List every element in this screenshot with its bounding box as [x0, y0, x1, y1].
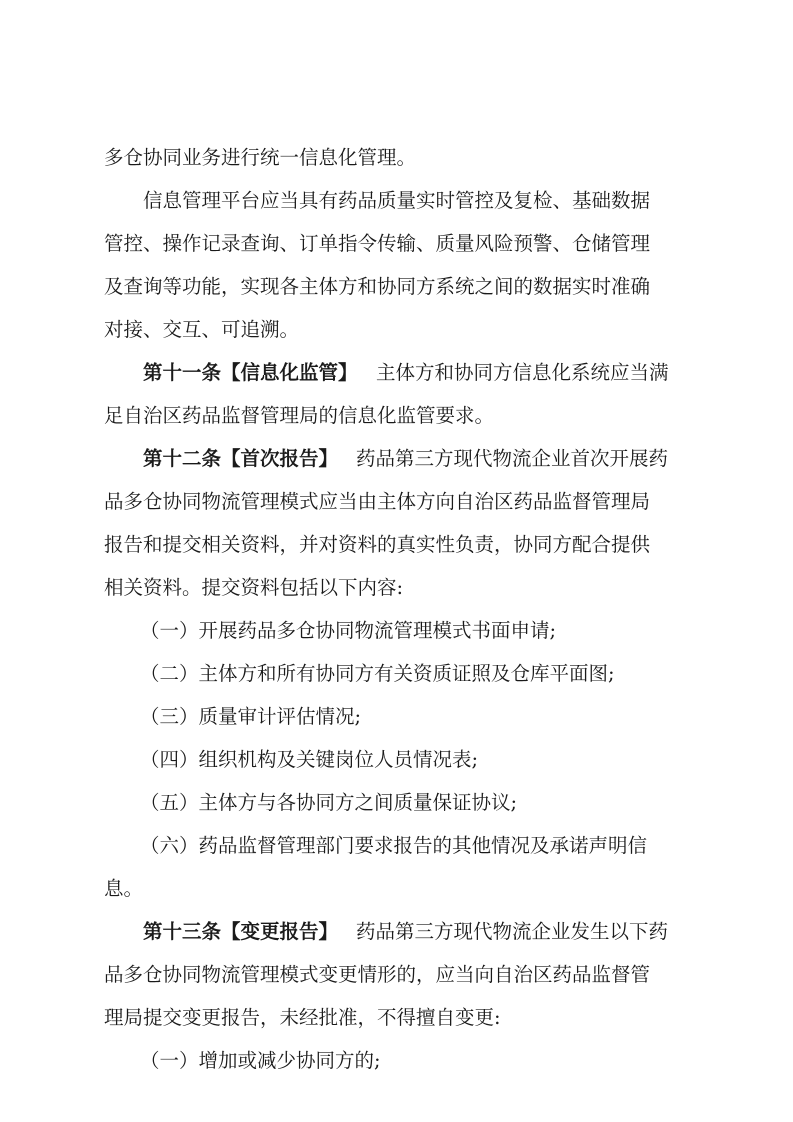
body-line [0, 224, 793, 264]
list-item [0, 611, 793, 651]
body-line [0, 998, 793, 1038]
body-text: （五）主体方与各协同方之间质量保证协议; [140, 791, 518, 814]
list-item [0, 783, 793, 823]
body-text: 相关资料。提交资料包括以下内容: [104, 576, 404, 599]
body-line [0, 955, 793, 995]
body-text: 药品第三方现代物流企业发生以下药 [356, 920, 669, 943]
body-line [0, 912, 793, 952]
body-text: 理局提交变更报告，未经批准，不得擅自变更: [104, 1006, 501, 1029]
article-heading: 第十三条【变更报告】 [143, 920, 339, 943]
body-text: 报告和提交相关资料，并对资料的真实性负责，协同方配合提供 [104, 533, 651, 556]
list-item [0, 1041, 793, 1081]
body-line [0, 568, 793, 608]
body-text: （六）药品监督管理部门要求报告的其他情况及承诺声明信 [140, 834, 648, 857]
body-text: 药品第三方现代物流企业首次开展药 [356, 447, 669, 470]
body-line [0, 869, 793, 909]
body-text: （一）增加或减少协同方的; [140, 1049, 381, 1072]
body-text: （四）组织机构及关键岗位人员情况表; [140, 748, 479, 771]
body-line [0, 353, 793, 393]
body-line [0, 138, 793, 178]
body-text: （一）开展药品多仓协同物流管理模式书面申请; [140, 619, 557, 642]
body-line [0, 482, 793, 522]
body-line [0, 181, 793, 221]
body-text: 及查询等功能，实现各主体方和协同方系统之间的数据实时准确 [104, 275, 651, 298]
body-text: 品多仓协同物流管理模式应当由主体方向自治区药品监督管理局 [104, 490, 651, 513]
body-text: 管控、操作记录查询、订单指令传输、质量风险预警、仓储管理 [104, 232, 651, 255]
body-line [0, 267, 793, 307]
body-text: 品多仓协同物流管理模式变更情形的，应当向自治区药品监督管 [104, 963, 651, 986]
list-item [0, 740, 793, 780]
body-text: （二）主体方和所有协同方有关资质证照及仓库平面图; [140, 662, 615, 685]
article-heading: 第十二条【首次报告】 [143, 447, 339, 470]
list-item [0, 697, 793, 737]
body-text: （三）质量审计评估情况; [140, 705, 362, 728]
body-text: 对接、交互、可追溯。 [104, 318, 300, 341]
body-text: 多仓协同业务进行统一信息化管理。 [104, 146, 417, 169]
body-text: 主体方和协同方信息化系统应当满 [376, 361, 669, 384]
body-text: 信息管理平台应当具有药品质量实时管控及复检、基础数据 [143, 189, 651, 212]
body-line [0, 396, 793, 436]
list-item [0, 826, 793, 866]
body-text: 息。 [104, 877, 144, 900]
body-line [0, 439, 793, 479]
article-heading: 第十一条【信息化监管】 [143, 361, 358, 384]
body-text: 足自治区药品监督管理局的信息化监管要求。 [104, 404, 495, 427]
list-item [0, 654, 793, 694]
body-line [0, 525, 793, 565]
body-line [0, 310, 793, 350]
